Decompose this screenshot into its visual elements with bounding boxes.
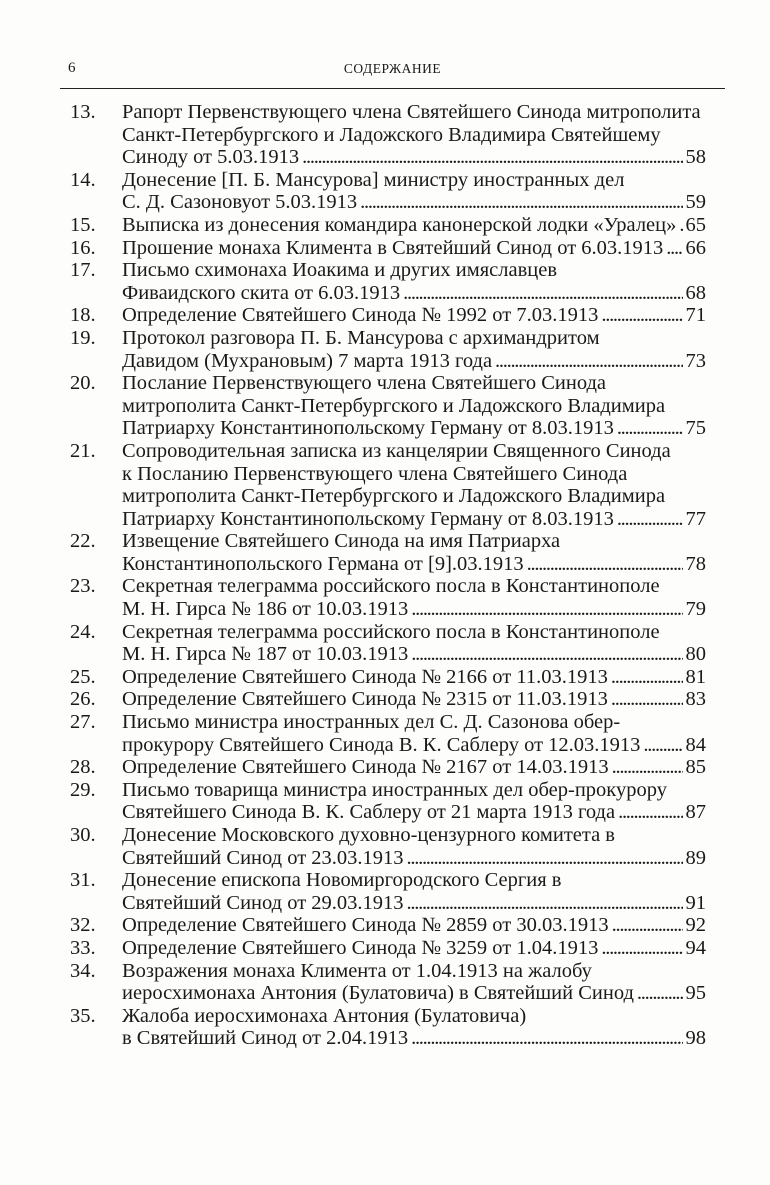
entry-title — [122, 214, 706, 237]
toc-entry — [70, 756, 706, 779]
entry-number: 27. — [70, 711, 96, 734]
toc-entry — [70, 960, 706, 1005]
entry-title-text: Святейший Синод от 23.03.1913 — [122, 846, 404, 869]
entry-title — [122, 914, 706, 937]
entry-number: 21. — [70, 439, 96, 462]
entry-page-number: 75 — [685, 417, 706, 440]
entry-title-line — [122, 259, 706, 282]
entry-title-line — [122, 553, 706, 576]
entry-number: 15. — [70, 213, 96, 236]
dot-leader — [302, 146, 682, 169]
toc-entry — [70, 237, 706, 260]
entry-page-number: 58 — [685, 146, 706, 169]
entry-number: 29. — [70, 778, 96, 801]
entry-title-text: Возражения монаха Климента от 1.04.1913 на жалобу — [122, 959, 592, 982]
entry-title-line — [122, 960, 706, 983]
entry-title-text: Донесение епископа Новомиргородского Сергия в — [122, 869, 562, 892]
dot-leader — [601, 937, 682, 960]
entry-title-line — [122, 688, 706, 711]
entry-title-text: Письмо схимонаха Иоакима и других имяславцев — [122, 259, 557, 282]
entry-title-line — [122, 711, 706, 734]
entry-page-number: 73 — [685, 349, 706, 372]
dot-leader — [612, 914, 683, 937]
dot-leader — [612, 756, 683, 779]
entry-title-text: Донесение [П. Б. Мансурова] министру иностранных дел — [122, 168, 625, 191]
entry-page-number: 87 — [685, 801, 706, 824]
entry-title-line — [122, 508, 706, 531]
dot-leader — [527, 553, 683, 576]
entry-page-number: 95 — [685, 982, 706, 1005]
entry-page-number: 77 — [685, 507, 706, 530]
entry-title — [122, 101, 706, 169]
entry-title-line — [122, 440, 706, 463]
toc-entry — [70, 575, 706, 620]
dot-leader — [637, 982, 683, 1005]
entry-page-number: 68 — [685, 281, 706, 304]
entry-number: 34. — [70, 959, 96, 982]
entry-title-line — [122, 124, 706, 147]
entry-title-text: Патриарху Константинопольскому Герману от 8.03.1913 — [122, 417, 614, 440]
entry-title-text: в Святейший Синод от 2.04.1913 — [122, 1027, 409, 1050]
entry-title-line — [122, 982, 706, 1005]
entry-title-text: Послание Первенствующего члена Святейшего Синода — [122, 372, 607, 395]
entry-title-line — [122, 1005, 706, 1028]
toc-entry — [70, 440, 706, 530]
entry-title — [122, 327, 706, 372]
entry-title — [122, 169, 706, 214]
entry-title-line — [122, 191, 706, 214]
entry-number: 13. — [70, 101, 96, 123]
dot-leader — [495, 350, 682, 373]
entry-title-line — [122, 169, 706, 192]
entry-page-number: 78 — [685, 552, 706, 575]
entry-page-number: 59 — [685, 191, 706, 214]
entry-title — [122, 1005, 706, 1050]
entry-title-text: М. Н. Гирса № 186 от 10.03.1913 — [122, 598, 409, 621]
toc-entry — [70, 937, 706, 960]
entry-number: 24. — [70, 620, 96, 643]
running-header — [60, 56, 725, 89]
page-number: 6 — [68, 60, 76, 76]
entry-title-line — [122, 395, 706, 418]
entry-title — [122, 530, 706, 575]
dot-leader — [666, 237, 682, 260]
entry-title-text: Извещение Святейшего Синода на имя Патриарха — [122, 530, 561, 553]
entry-title — [122, 575, 706, 620]
toc-entry — [70, 824, 706, 869]
entry-page-number: 81 — [685, 665, 706, 688]
entry-title — [122, 869, 706, 914]
entry-title — [122, 259, 706, 304]
entry-page-number: 80 — [685, 643, 706, 666]
toc-entry — [70, 666, 706, 689]
entry-title-line — [122, 1027, 706, 1050]
toc-entry — [70, 779, 706, 824]
dot-leader — [679, 214, 682, 237]
dot-leader — [411, 598, 682, 621]
entry-number: 25. — [70, 665, 96, 688]
entry-title — [122, 756, 706, 779]
running-title: СОДЕРЖАНИЕ — [343, 61, 442, 76]
entry-number: 19. — [70, 326, 96, 349]
entry-title-line — [122, 304, 706, 327]
entry-number: 22. — [70, 530, 96, 553]
entry-title-text: иеросхимонаха Антония (Булатовича) в Святейший Синод — [122, 982, 634, 1005]
entry-title-text: Жалоба иеросхимонаха Антония (Булатовича) — [122, 1004, 527, 1027]
entry-title-text: Определение Святейшего Синода № 3259 от 1.04.1913 — [122, 936, 599, 959]
entry-title-text: М. Н. Гирса № 187 от 10.03.1913 — [122, 643, 409, 666]
entry-title — [122, 688, 706, 711]
entry-title-line — [122, 101, 706, 124]
entry-number: 16. — [70, 236, 96, 259]
entry-title-line — [122, 350, 706, 373]
entry-title — [122, 779, 706, 824]
entry-number: 32. — [70, 914, 96, 937]
dot-leader — [601, 304, 682, 327]
entry-title-line — [122, 666, 706, 689]
entry-title — [122, 372, 706, 440]
toc-entry — [70, 914, 706, 937]
entry-page-number: 84 — [685, 733, 706, 756]
toc-entry — [70, 530, 706, 575]
dot-leader — [617, 417, 683, 440]
entry-title — [122, 304, 706, 327]
entry-page-number: 85 — [685, 756, 706, 779]
dot-leader — [407, 892, 683, 915]
entry-title-line — [122, 869, 706, 892]
entry-title-text: Санкт-Петербургского и Ладожского Владимира Святейшему — [122, 123, 661, 146]
entry-title-line — [122, 372, 706, 395]
entry-title-text: митрополита Санкт-Петербургского и Ладожского Владимира — [122, 394, 666, 417]
entry-title-text: Выписка из донесения командира канонерской лодки «Уралец» — [122, 213, 677, 236]
entry-page-number: 65 — [685, 213, 706, 236]
entry-title-line — [122, 734, 706, 757]
entry-title-line — [122, 847, 706, 870]
entry-page-number: 89 — [685, 846, 706, 869]
dot-leader — [617, 508, 683, 531]
dot-leader — [643, 734, 682, 757]
toc-entry — [70, 1005, 706, 1050]
entry-number: 17. — [70, 259, 96, 282]
toc-entry — [70, 214, 706, 237]
entry-title-line — [122, 327, 706, 350]
toc-entry — [70, 101, 706, 169]
entry-number: 28. — [70, 756, 96, 779]
entry-title-text: Прошение монаха Климента в Святейший Синод от 6.03.1913 — [122, 236, 664, 259]
entry-title — [122, 937, 706, 960]
toc-entry — [70, 169, 706, 214]
entry-title — [122, 621, 706, 666]
dot-leader — [407, 847, 683, 870]
entry-title-line — [122, 530, 706, 553]
entry-number: 14. — [70, 168, 96, 191]
entry-title-text: митрополита Санкт-Петербургского и Ладожского Владимира — [122, 485, 666, 508]
entry-title-line — [122, 937, 706, 960]
entry-title-text: Протокол разговора П. Б. Мансурова с архимандритом — [122, 326, 600, 349]
entry-number: 35. — [70, 1004, 96, 1027]
entry-page-number: 79 — [685, 598, 706, 621]
entry-title — [122, 824, 706, 869]
entry-title — [122, 440, 706, 530]
entry-title-text: Константинопольского Германа от [9].03.1913 — [122, 552, 524, 575]
entry-page-number: 94 — [685, 936, 706, 959]
dot-leader — [618, 801, 682, 824]
dot-leader — [360, 191, 682, 214]
toc-entry — [70, 259, 706, 304]
entry-title-text: Определение Святейшего Синода № 2167 от 14.03.1913 — [122, 756, 609, 779]
entry-title-text: Синоду от 5.03.1913 — [122, 146, 300, 169]
entry-page-number: 91 — [685, 891, 706, 914]
entry-number: 30. — [70, 824, 96, 846]
entry-title-text: Определение Святейшего Синода № 2315 от 11.03.1913 — [122, 688, 608, 711]
entry-title-line — [122, 756, 706, 779]
entry-title-line — [122, 575, 706, 598]
entry-title-text: Письмо министра иностранных дел С. Д. Сазонова обер- — [122, 711, 621, 734]
toc-entry — [70, 304, 706, 327]
entry-title-line — [122, 237, 706, 260]
entry-title-text: Определение Святейшего Синода № 2166 от 11.03.1913 — [122, 665, 608, 688]
entry-title-text: Давидом (Мухрановым) 7 марта 1913 года — [122, 349, 493, 372]
dot-leader — [411, 1027, 682, 1050]
entry-title-line — [122, 146, 706, 169]
entry-title-text: Святейшего Синода В. К. Саблеру от 21 марта 1913 года — [122, 801, 616, 824]
entry-page-number: 92 — [685, 914, 706, 937]
entry-title — [122, 666, 706, 689]
dot-leader — [611, 688, 683, 711]
entry-title-text: прокурору Святейшего Синода В. К. Саблеру от 12.03.1913 — [122, 733, 641, 756]
entry-title-line — [122, 485, 706, 508]
entry-title-line — [122, 621, 706, 644]
entry-page-number: 98 — [685, 1027, 706, 1050]
table-of-contents — [70, 101, 706, 1050]
toc-entry — [70, 688, 706, 711]
entry-page-number: 83 — [685, 688, 706, 711]
dot-leader — [611, 666, 683, 689]
entry-title — [122, 711, 706, 756]
entry-title-text: Секретная телеграмма российского посла в Константинополе — [122, 575, 660, 598]
toc-entry — [70, 711, 706, 756]
entry-title-line — [122, 282, 706, 305]
entry-title-line — [122, 417, 706, 440]
entry-title-text: Рапорт Первенствующего члена Святейшего Синода митрополита — [122, 101, 701, 123]
entry-title-line — [122, 824, 706, 847]
entry-page-number: 71 — [685, 304, 706, 327]
toc-entry — [70, 327, 706, 372]
dot-leader — [403, 282, 682, 305]
entry-title-line — [122, 463, 706, 486]
entry-number: 23. — [70, 575, 96, 598]
entry-number: 26. — [70, 688, 96, 711]
entry-title-line — [122, 914, 706, 937]
entry-title-text: Патриарху Константинопольскому Герману от 8.03.1913 — [122, 507, 614, 530]
toc-entry — [70, 869, 706, 914]
entry-number: 20. — [70, 372, 96, 395]
entry-number: 18. — [70, 304, 96, 327]
entry-number: 33. — [70, 936, 96, 959]
entry-title-text: к Посланию Первенствующего члена Святейшего Синода — [122, 462, 628, 485]
entry-page-number: 66 — [685, 236, 706, 259]
entry-title-line — [122, 801, 706, 824]
entry-title-text: Секретная телеграмма российского посла в Константинополе — [122, 620, 660, 643]
dot-leader — [411, 643, 682, 666]
entry-title-text: Донесение Московского духовно-цензурного комитета в — [122, 824, 615, 846]
entry-title-text: Фиваидского скита от 6.03.1913 — [122, 281, 401, 304]
entry-title-text: С. Д. Сазоновуот 5.03.1913 — [122, 191, 358, 214]
entry-title-line — [122, 643, 706, 666]
entry-title — [122, 237, 706, 260]
entry-title-line — [122, 214, 706, 237]
toc-entry — [70, 372, 706, 440]
entry-title — [122, 960, 706, 1005]
entry-title-text: Сопроводительная записка из канцелярии Священного Синода — [122, 439, 671, 462]
toc-entry — [70, 621, 706, 666]
entry-number: 31. — [70, 869, 96, 892]
entry-title-text: Письмо товарища министра иностранных дел обер-прокурору — [122, 778, 667, 801]
entry-title-text: Определение Святейшего Синода № 1992 от 7.03.1913 — [122, 304, 599, 327]
entry-title-line — [122, 779, 706, 802]
entry-title-line — [122, 598, 706, 621]
entry-title-text: Определение Святейшего Синода № 2859 от 30.03.1913 — [122, 914, 609, 937]
entry-title-line — [122, 892, 706, 915]
entry-title-text: Святейший Синод от 29.03.1913 — [122, 891, 404, 914]
